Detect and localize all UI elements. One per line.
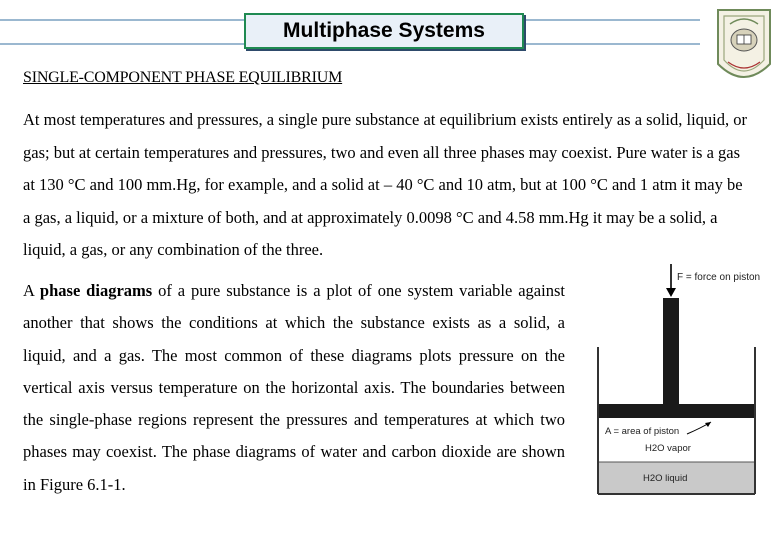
piston-head <box>599 404 754 418</box>
phase-diagrams-term: phase diagrams <box>39 281 153 300</box>
title-banner <box>0 13 700 53</box>
piston-rod <box>663 298 679 404</box>
force-label: F = force on piston <box>677 272 761 283</box>
paragraph-lead: A <box>23 281 40 300</box>
paragraph-phase-equilibrium: At most temperatures and pressures, a single pure substance at equilibrium exists entirely as a solid, liquid, or gas; but at certain temperatures and pressures, two and even all three phases may coexist. Pure water is a gas at 130 °C and 100 mm.Hg, for example, and a solid at – 40 °C and 10 atm, but at 100 °C and 1 atm it may be a gas, a liquid, or a mixture of both, and at approximately 0.0098 °C and 4.58 mm.Hg it may be a solid, a liquid, a gas, or any combination of the three. <box>23 110 748 260</box>
liquid-label: H2O liquid <box>643 473 688 484</box>
university-seal-logo <box>710 2 778 92</box>
piston-cylinder-figure <box>583 262 773 502</box>
section-heading: SINGLE-COMPONENT PHASE EQUILIBRIUM <box>23 69 343 86</box>
vapor-label: H2O vapor <box>645 443 691 454</box>
area-label: A = area of piston <box>605 426 680 437</box>
paragraph-phase-diagrams <box>23 275 565 501</box>
paragraph-body: of a pure substance is a plot of one system variable against another that shows the conditions at which the substance exists as a solid, a liquid, and a gas. The most common of these diagrams plots pressure on the vertical axis versus temperature on the horizontal axis. The boundaries between the single-phase regions represent the pressures and temperatures at which two phases may coexist. The phase diagrams of water and carbon dioxide are shown in Figure 6.1-1. <box>23 281 565 494</box>
slide-title: Multiphase Systems <box>244 13 524 49</box>
